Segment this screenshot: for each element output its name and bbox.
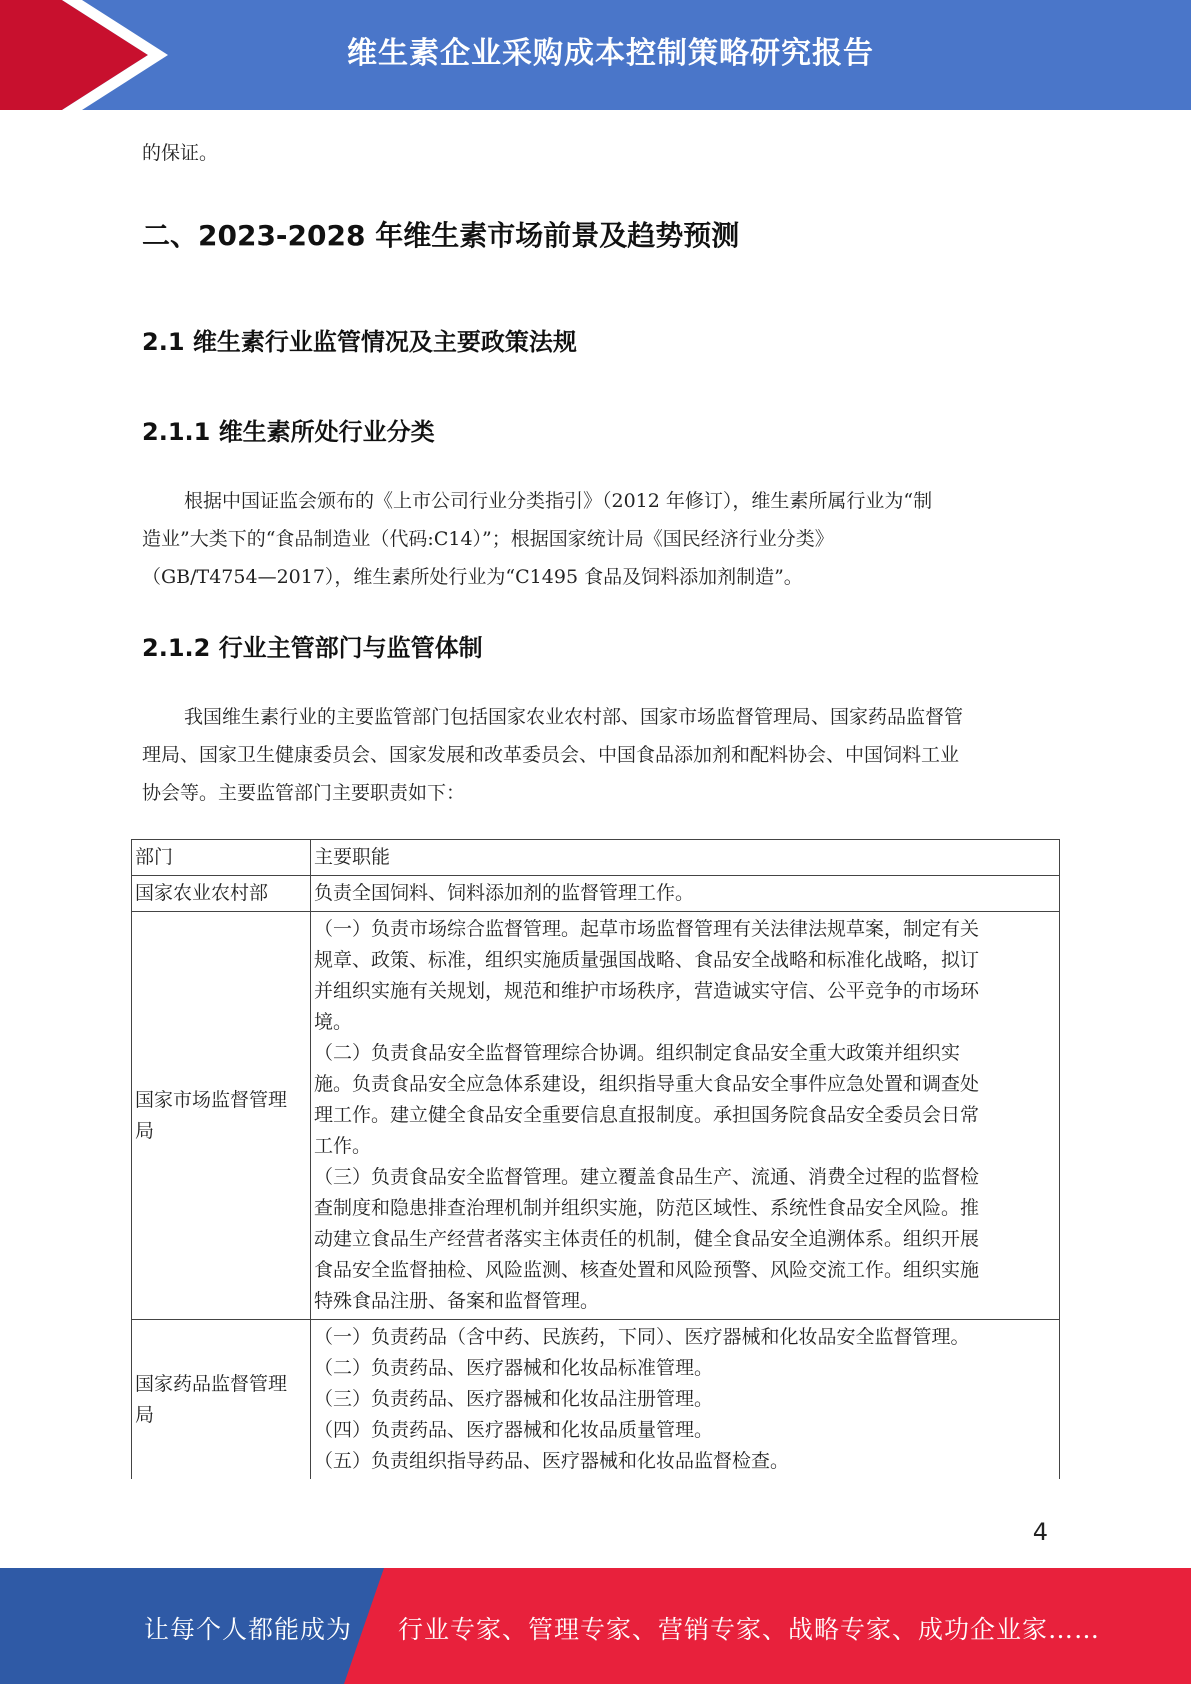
dept-line: 国家市场监督管理 [135,1088,288,1111]
paragraph-line: 我国维生素行业的主要监管部门包括国家农业农村部、国家市场监督管理局、国家药品监督管 [184,706,964,728]
table-row [132,876,1060,912]
paragraph-2-1-2 [142,698,1046,812]
table-cell-dept [132,1320,311,1480]
table-row [132,1320,1060,1480]
subsection-title: 2.1 维生素行业监管情况及主要政策法规 [142,328,577,356]
footer-slogan-left: 让每个人都能成为 [144,1615,353,1644]
section-title: 二、2023-2028 年维生素市场前景及趋势预测 [142,219,740,252]
paragraph-line: （GB/T4754—2017），维生素所处行业为“C1495 食品及饲料添加剂制造”。 [142,566,803,588]
paragraph-line: 理局、国家卫生健康委员会、国家发展和改革委员会、中国食品添加剂和配料协会、中国饲料工业 [142,744,960,766]
duty-line: 规章、政策、标准，组织实施质量强国战略、食品安全战略和标准化战略，拟订 [314,949,980,971]
duty-line: 动建立食品生产经营者落实主体责任的机制，健全食品安全追溯体系。组织开展 [314,1228,980,1250]
table-header-dept: 部门 [132,840,311,876]
table-cell-duties [311,1320,1060,1480]
subsection-2-1-1-title: 2.1.1 维生素所处行业分类 [142,418,435,446]
duty-line: （一）负责药品（含中药、民族药，下同）、医疗器械和化妆品安全监督管理。 [314,1326,970,1348]
table-cell-duties [311,912,1060,1320]
table-row [132,912,1060,1320]
duty-line: 查制度和隐患排查治理机制并组织实施，防范区域性、系统性食品安全风险。推 [314,1197,980,1219]
dept-line: 局 [135,1403,155,1426]
paragraph-line: 造业”大类下的“食品制造业（代码:C14）”；根据国家统计局《国民经济行业分类》 [142,528,834,550]
duty-line: （一）负责市场综合监督管理。起草市场监督管理有关法律法规草案，制定有关 [314,918,980,940]
duty-line: （二）负责食品安全监督管理综合协调。组织制定食品安全重大政策并组织实 [314,1042,961,1064]
duty-line: 工作。 [314,1135,372,1157]
paragraph-2-1-1 [142,482,1046,596]
dept-line: 国家药品监督管理 [135,1372,288,1395]
duty-line: （五）负责组织指导药品、医疗器械和化妆品监督检查。 [314,1450,790,1472]
intro-fragment: 的保证。 [142,142,219,164]
paragraph-line: 根据中国证监会颁布的《上市公司行业分类指引》（2012 年修订），维生素所属行业为“制 [184,490,933,512]
duty-line: （二）负责药品、医疗器械和化妆品标准管理。 [314,1357,714,1379]
subsection-2-1-2-title: 2.1.2 行业主管部门与监管体制 [142,634,483,662]
table-cell-duties [311,876,1060,912]
report-header-band [0,0,1191,110]
dept-line: 国家农业农村部 [135,882,269,904]
duty-line: 食品安全监督抽检、风险监测、核查处置和风险预警、风险交流工作。组织实施 [314,1259,980,1281]
duty-line: 施。负责食品安全应急体系建设，组织指导重大食品安全事件应急处置和调查处 [314,1073,980,1095]
table-cell-dept [132,912,311,1320]
regulator-table [131,839,1060,1479]
table-header-row [132,840,1060,876]
duty-line: 理工作。建立健全食品安全重要信息直报制度。承担国务院食品安全委员会日常 [314,1104,980,1126]
report-title: 维生素企业采购成本控制策略研究报告 [347,36,874,71]
duty-line: 负责全国饲料、饲料添加剂的监督管理工作。 [314,882,695,904]
footer-slogan-right: 行业专家、管理专家、营销专家、战略专家、成功企业家…… [398,1615,1101,1644]
duty-line: （三）负责药品、医疗器械和化妆品注册管理。 [314,1388,714,1410]
report-footer-band [0,1568,1191,1684]
duty-line: 境。 [314,1011,353,1033]
paragraph-line: 协会等。主要监管部门主要职责如下： [142,782,466,804]
table-cell-dept [132,876,311,912]
duty-line: 并组织实施有关规划，规范和维护市场秩序，营造诚实守信、公平竞争的市场环 [314,980,980,1002]
duty-line: 特殊食品注册、备案和监督管理。 [314,1290,600,1312]
duty-line: （三）负责食品安全监督管理。建立覆盖食品生产、流通、消费全过程的监督检 [314,1166,980,1188]
page-number: 4 [1032,1518,1048,1546]
table-header-duties: 主要职能 [311,840,1060,876]
dept-line: 局 [135,1119,155,1142]
duty-line: （四）负责药品、医疗器械和化妆品质量管理。 [314,1419,714,1441]
